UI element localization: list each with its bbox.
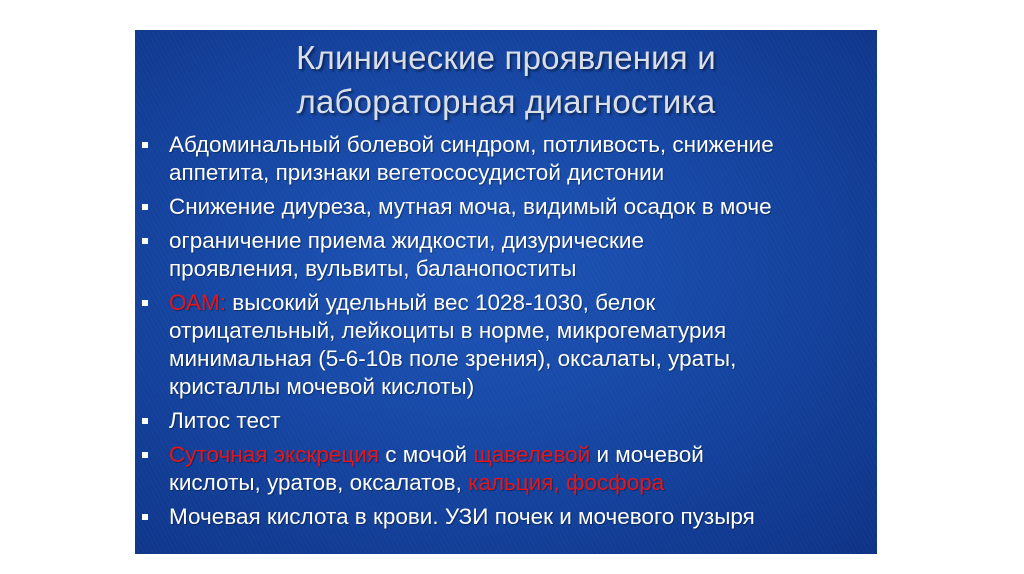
- bullet-text: Литос тест: [169, 408, 281, 433]
- bullet-text: отрицательный, лейкоциты в норме, микрогематурия: [169, 318, 727, 343]
- highlight-text: Суточная экскреция: [169, 442, 380, 467]
- bullet-item-diuresis: [135, 193, 877, 221]
- bullet-item-symptoms: [135, 131, 877, 187]
- bullet-text: Абдоминальный болевой синдром, потливость, снижение: [169, 132, 774, 157]
- bullet-text: Мочевая кислота в крови. УЗИ почек и мочевого пузыря: [169, 504, 755, 529]
- bullet-list: [135, 131, 877, 537]
- highlight-text: кальция, фосфора: [468, 470, 665, 495]
- bullet-item-fluid-restriction: [135, 227, 877, 283]
- bullet-text: и мочевой: [590, 442, 704, 467]
- bullet-text: минимальная (5-6-10в поле зрения), оксалаты, ураты,: [169, 346, 737, 371]
- bullet-text: кислоты, уратов, оксалатов,: [169, 470, 469, 495]
- bullet-item-blood-uric-acid: [135, 503, 877, 531]
- bullet-text: Снижение диуреза, мутная моча, видимый осадок в моче: [169, 194, 772, 219]
- slide-title-line-1: Клинические проявления и: [296, 39, 716, 76]
- highlight-text: щавелевой: [473, 442, 591, 467]
- square-bullet-icon: [142, 238, 148, 244]
- bullet-item-litos-test: [135, 407, 877, 435]
- bullet-text: ограничение приема жидкости, дизурические: [169, 228, 644, 253]
- bullet-item-urinalysis: [135, 289, 877, 401]
- square-bullet-icon: [142, 300, 148, 306]
- square-bullet-icon: [142, 418, 148, 424]
- square-bullet-icon: [142, 142, 148, 148]
- bullet-item-daily-excretion: [135, 441, 877, 497]
- presentation-slide: [135, 30, 877, 554]
- square-bullet-icon: [142, 514, 148, 520]
- bullet-text: проявления, вульвиты, баланопоститы: [169, 256, 577, 281]
- slide-title-line-2: лабораторная диагностика: [296, 83, 716, 120]
- bullet-text: высокий удельный вес 1028-1030, белок: [226, 290, 656, 315]
- slide-title: [135, 36, 877, 124]
- square-bullet-icon: [142, 452, 148, 458]
- bullet-text: аппетита, признаки вегетососудистой дистонии: [169, 160, 665, 185]
- square-bullet-icon: [142, 204, 148, 210]
- bullet-text: с мочой: [379, 442, 474, 467]
- highlight-text: ОАМ:: [169, 290, 227, 315]
- bullet-text: кристаллы мочевой кислоты): [169, 374, 475, 399]
